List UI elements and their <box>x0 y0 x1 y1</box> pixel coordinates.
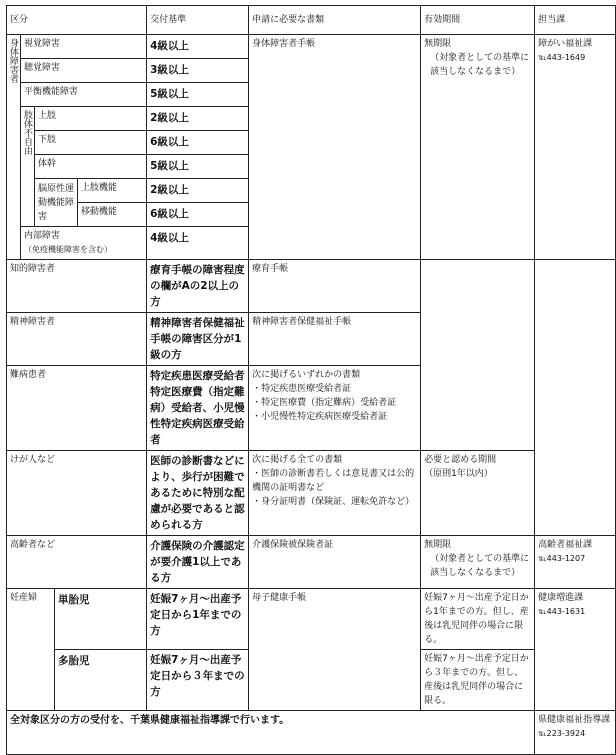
header-kubun: 区分 <box>7 6 147 35</box>
nanbyo-doc-head: 次に掲げるいずれかの書類 <box>252 370 361 380</box>
ninpu-tanto <box>535 589 616 711</box>
koreisha-kikan <box>421 536 535 589</box>
shintai-group-label: 身体障害者 <box>7 35 21 260</box>
koreisha-label: 高齢者など <box>7 536 147 589</box>
kega-kikan-main: 必要と認める期間 <box>424 455 497 465</box>
tatai-kikan: 妊娠7ヶ月～出産予定日から３年までの方。但し、産後は乳児同伴の場合に限る。 <box>421 650 535 711</box>
kashi-label: 下肢 <box>35 131 147 155</box>
idoukino-grade: 6級以上 <box>147 203 249 227</box>
joshi-grade: 2級以上 <box>147 107 249 131</box>
shintai-tanto-tel: ℡443-1649 <box>538 53 586 62</box>
shintai-doc: 身体障害者手帳 <box>249 35 421 260</box>
criteria-table <box>6 5 616 755</box>
header-shorui: 申請に必要な書類 <box>249 6 421 35</box>
kega-doc <box>249 451 421 536</box>
naibu-label: 内部障害 <box>24 231 61 241</box>
document <box>6 5 611 755</box>
ninpu-label: 妊産婦 <box>7 589 55 711</box>
tatai-kijun: 妊娠7ヶ月～出産予定日から３年までの方 <box>147 650 249 711</box>
koreisha-kikan-note: （対象者としての基準に該当しなくなるまで） <box>430 554 530 578</box>
shintai-kikan-note: （対象者としての基準に該当しなくなるまで） <box>430 53 530 77</box>
ninpu-tanto-name: 健康増進課 <box>538 593 584 603</box>
idoukino-label: 移動機能 <box>78 203 147 227</box>
joshi-label: 上肢 <box>35 107 147 131</box>
naibu-grade: 4級以上 <box>147 227 249 260</box>
chokaku-label: 聴覚障害 <box>21 59 147 83</box>
joshikino-label: 上肢機能 <box>78 179 147 203</box>
koreisha-tanto-name: 高齢者福祉課 <box>538 540 593 550</box>
koreisha-doc: 介護保険被保険者証 <box>249 536 421 589</box>
blank-kikan-1 <box>421 260 535 451</box>
koreisha-tanto-tel: ℡443-1207 <box>538 554 586 563</box>
kega-kikan-note: （原則1年以内） <box>424 469 493 479</box>
nanbyo-doc-2: ・特定医療費（指定難病）受給者証 <box>252 398 397 408</box>
footer-tanto-tel: ℡223-3924 <box>538 729 586 738</box>
kega-label: けが人など <box>7 451 147 536</box>
footer-tanto <box>535 711 616 755</box>
heiko-grade: 5級以上 <box>147 83 249 107</box>
kega-doc-2: ・身分証明書（保険証、運転免許など） <box>252 497 415 507</box>
naibu-note: （免疫機能障害を含む） <box>24 245 112 254</box>
nanbyo-doc-3: ・小児慢性特定疾病医療受給者証 <box>252 412 388 422</box>
tantai-label: 単胎児 <box>55 589 147 650</box>
footer-tanto-name: 県健康福祉指導課 <box>538 715 611 725</box>
nanbyo-label: 難病患者 <box>7 366 147 451</box>
ninpu-doc: 母子健康手帳 <box>249 589 421 711</box>
shintai-tanto <box>535 35 616 260</box>
nanbyo-doc-1: ・特定疾患医療受給者証 <box>252 384 352 394</box>
koreisha-kijun: 介護保険の介護認定が要介護1以上である方 <box>147 536 249 589</box>
shintai-tanto-name: 障がい福祉課 <box>538 39 593 49</box>
header-kikan: 有効期間 <box>421 6 535 35</box>
seishin-doc: 精神障害者保健福祉手帳 <box>249 313 421 366</box>
noseidou-label: 脳原性運動機能障害 <box>35 179 78 227</box>
header-row <box>7 6 616 35</box>
kega-kikan <box>421 451 535 536</box>
blank-tanto-1 <box>535 260 616 536</box>
footer-text: 全対象区分の方の受付を、千葉県健康福祉指導課で行います。 <box>7 711 535 755</box>
seishin-kijun: 精神障害者保健福祉手帳の障害区分が1級の方 <box>147 313 249 366</box>
nanbyo-kijun: 特定疾患医療受給者特定医療費（指定難病）受給者、小児慢性特定疾病医療受給者 <box>147 366 249 451</box>
tatai-label: 多胎児 <box>55 650 147 711</box>
chiteki-doc: 療育手帳 <box>249 260 421 313</box>
taikan-grade: 5級以上 <box>147 155 249 179</box>
shitai-label: 肢体不自由 <box>21 107 35 227</box>
shikaku-label: 視覚障害 <box>21 35 147 59</box>
chokaku-grade: 3級以上 <box>147 59 249 83</box>
koreisha-kikan-main: 無期限 <box>424 540 452 550</box>
koreisha-tanto <box>535 536 616 589</box>
kashi-grade: 6級以上 <box>147 131 249 155</box>
header-tanto: 担当課 <box>535 6 616 35</box>
header-kijun: 交付基準 <box>147 6 249 35</box>
ninpu-tanto-tel: ℡443-1631 <box>538 607 586 616</box>
chiteki-kijun: 療育手帳の障害程度の欄がAの2以上の方 <box>147 260 249 313</box>
shikaku-grade: 4級以上 <box>147 35 249 59</box>
chiteki-label: 知的障害者 <box>7 260 147 313</box>
kega-doc-1: ・医師の診断書若しくは意見書又は公的機関の証明書など <box>252 469 415 493</box>
tantai-kijun: 妊娠7ヶ月～出産予定日から1年までの方 <box>147 589 249 650</box>
kega-doc-head: 次に掲げる全ての書類 <box>252 455 343 465</box>
taikan-label: 体幹 <box>35 155 147 179</box>
kega-kijun: 医師の診断書などにより、歩行が困難であるために特別な配慮が必要であると認められる方 <box>147 451 249 536</box>
heiko-label: 平衡機能障害 <box>21 83 147 107</box>
seishin-label: 精神障害者 <box>7 313 147 366</box>
shintai-kikan-main: 無期限 <box>424 39 452 49</box>
nanbyo-doc <box>249 366 421 451</box>
shintai-kikan <box>421 35 535 260</box>
joshikino-grade: 2級以上 <box>147 179 249 203</box>
naibu-cell <box>21 227 147 260</box>
tantai-kikan: 妊娠7ヶ月～出産予定日から1年までの方。但し、産後は乳児同伴の場合に限る。 <box>421 589 535 650</box>
